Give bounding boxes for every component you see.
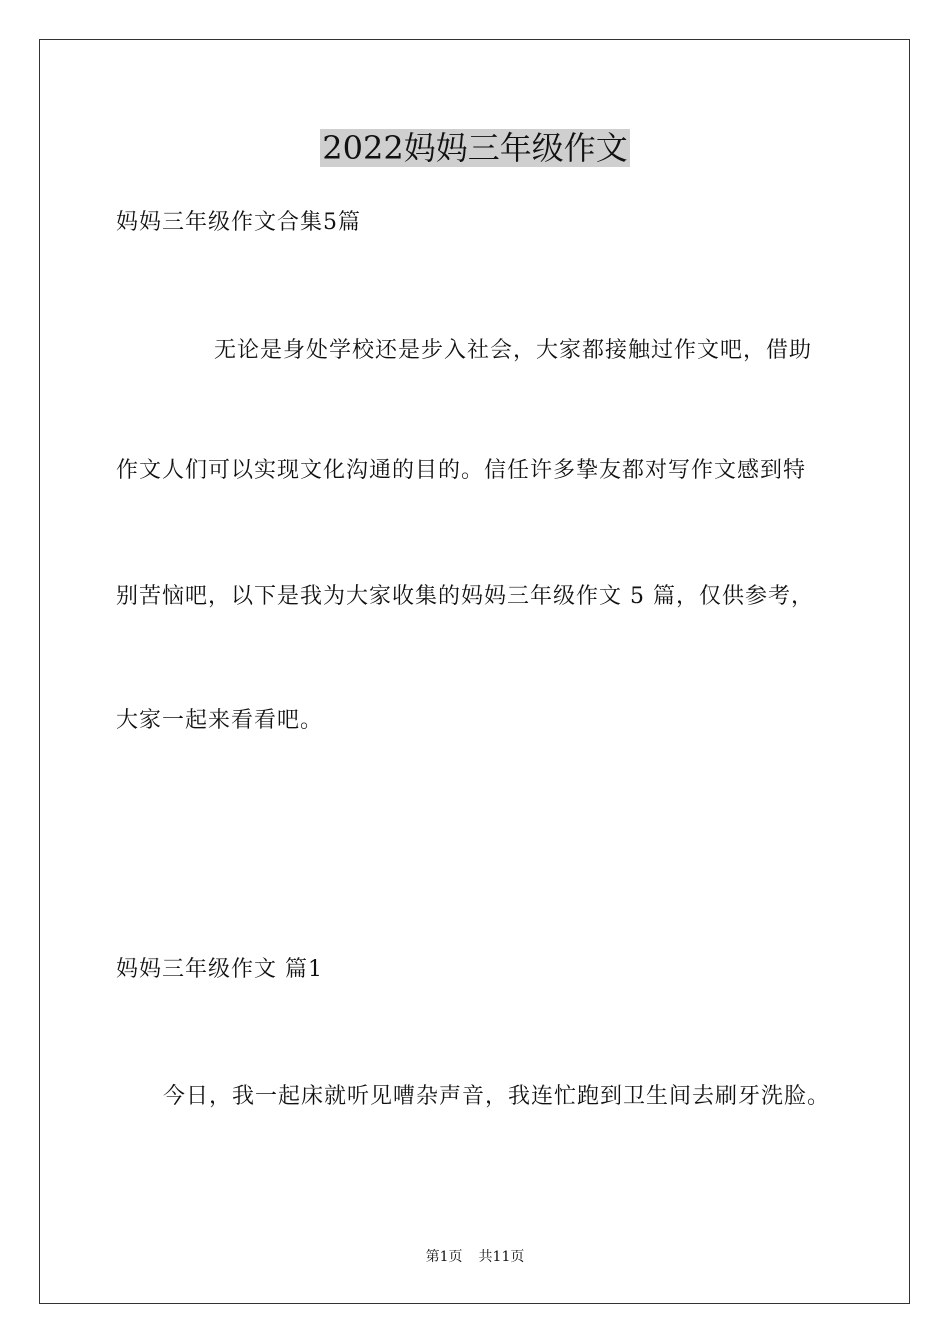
page-number: 第1页 [425, 1249, 463, 1265]
intro-line-3: 别苦恼吧，以下是我为大家收集的妈妈三年级作文 5 篇，仅供参考， [116, 584, 814, 609]
intro-line-2: 作文人们可以实现文化沟通的目的。信任许多挚友都对写作文感到特 [116, 458, 807, 483]
document-subtitle: 妈妈三年级作文合集5篇 [116, 210, 361, 235]
page-total: 共11页 [478, 1249, 525, 1265]
document-title [0, 126, 950, 170]
section-paragraph-line: 今日，我一起床就听见嘈杂声音，我连忙跑到卫生间去刷牙洗脸。 [163, 1084, 831, 1109]
section-heading: 妈妈三年级作文 篇1 [116, 957, 323, 982]
document-title-text: 2022妈妈三年级作文 [322, 129, 628, 167]
intro-line-4: 大家一起来看看吧。 [116, 708, 324, 733]
intro-line-1: 无论是身处学校还是步入社会，大家都接触过作文吧，借助 [214, 338, 813, 363]
page-footer [0, 1247, 950, 1267]
